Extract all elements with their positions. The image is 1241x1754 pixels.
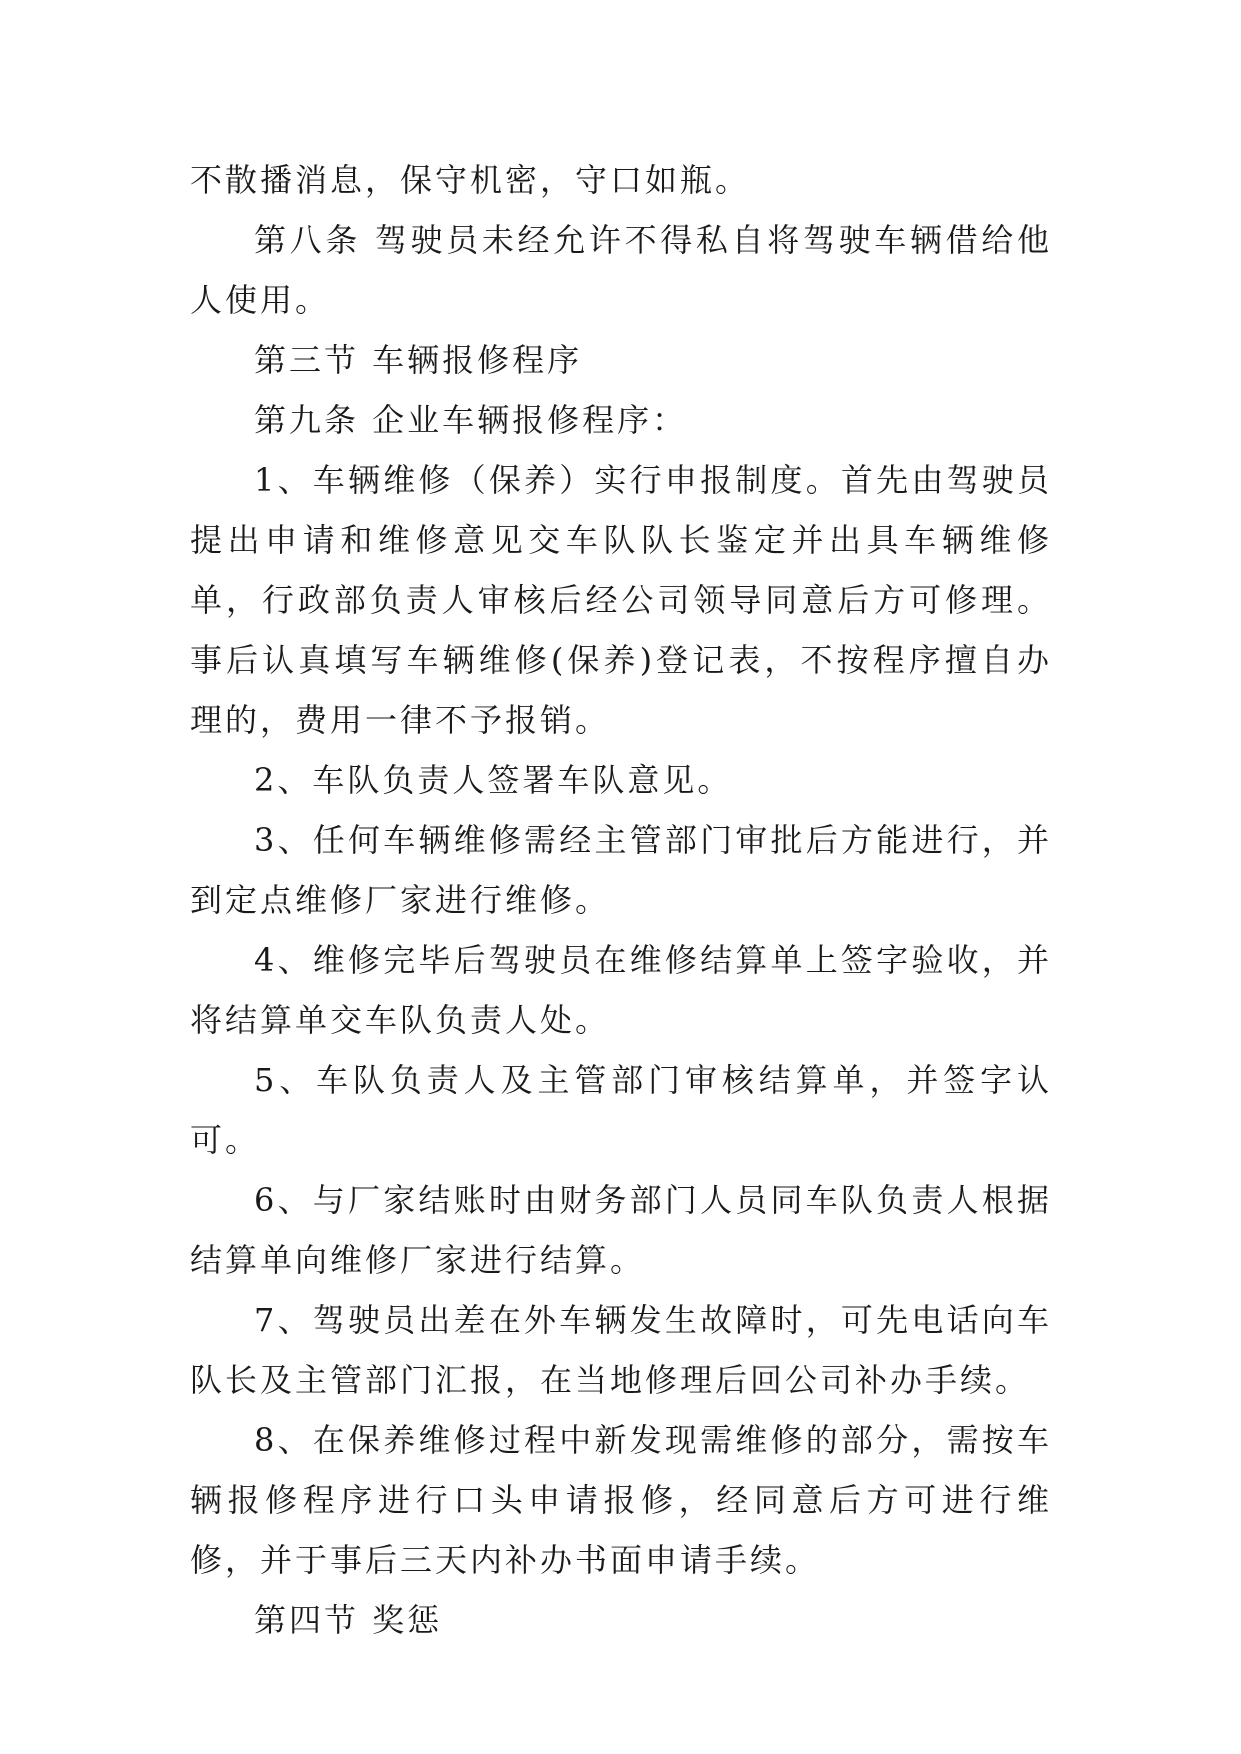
list-item-5: 5、车队负责人及主管部门审核结算单，并签字认可。 bbox=[190, 1061, 1052, 1159]
list-item-3: 3、任何车辆维修需经主管部门审批后方能进行，并到定点维修厂家进行维修。 bbox=[190, 821, 1052, 919]
list-item-1: 1、车辆维修（保养）实行申报制度。首先由驾驶员提出申请和维修意见交车队队长鉴定并出具车辆维修单，行政部负责人审核后经公司领导同意后方可修理。事后认真填写车辆维修(保养)登记表，不按程序擅自办理的，费用一律不予报销。 bbox=[190, 461, 1052, 739]
list-item-4: 4、维修完毕后驾驶员在维修结算单上签字验收，并将结算单交车队负责人处。 bbox=[190, 941, 1052, 1039]
list-item-7: 7、驾驶员出差在外车辆发生故障时，可先电话向车队长及主管部门汇报，在当地修理后回公司补办手续。 bbox=[190, 1301, 1052, 1399]
section-3-heading: 第三节 车辆报修程序 bbox=[254, 341, 583, 379]
section-4-heading: 第四节 奖惩 bbox=[254, 1601, 443, 1639]
paragraph-confidentiality-tail: 不散播消息，保守机密，守口如瓶。 bbox=[190, 161, 751, 199]
document-page bbox=[190, 150, 1052, 1650]
article-8: 第八条 驾驶员未经允许不得私自将驾驶车辆借给他人使用。 bbox=[190, 221, 1052, 319]
list-item-2: 2、车队负责人签署车队意见。 bbox=[254, 761, 733, 799]
list-item-8: 8、在保养维修过程中新发现需维修的部分，需按车辆报修程序进行口头申请报修，经同意后方可进行维修，并于事后三天内补办书面申请手续。 bbox=[190, 1421, 1052, 1579]
list-item-6: 6、与厂家结账时由财务部门人员同车队负责人根据结算单向维修厂家进行结算。 bbox=[190, 1181, 1052, 1279]
article-9: 第九条 企业车辆报修程序： bbox=[254, 401, 688, 439]
